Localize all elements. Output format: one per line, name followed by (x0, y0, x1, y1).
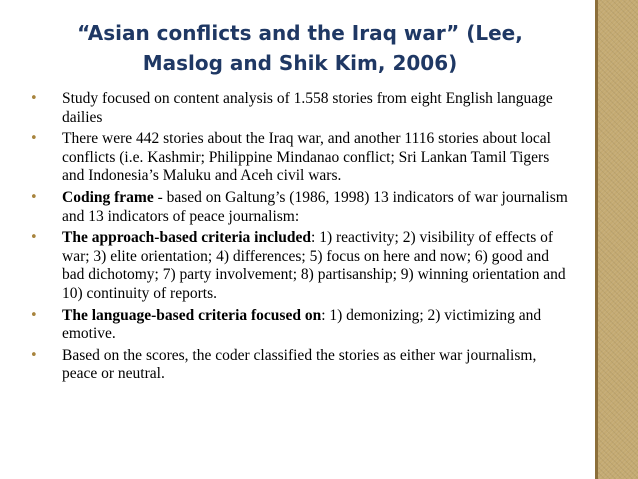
bullet-text: Based on the scores, the coder classified the stories as either war journalism, peace or neutral. (62, 346, 537, 383)
bullet-marker-icon: • (30, 91, 38, 106)
bullet-text: : 1) reactivity; 2) visibility of effects of war; 3) elite orientation; 4) differences; 5) focus on here and now; 6) good and bad dichotomy; 7) party involvement; 8) partisanship; 9) winning orientation and 10) continuity of reports. (62, 229, 566, 302)
bullet-marker-icon: • (30, 307, 38, 323)
bullet-lead: Coding frame (62, 188, 154, 206)
bullet-marker-icon: • (30, 230, 38, 246)
slide-title: “Asian conflicts and the Iraq war” (Lee, Maslog and Shik Kim, 2006) (77, 21, 523, 75)
bullet-marker-icon: • (30, 131, 38, 147)
bullet-text: Study focused on content analysis of 1.558 stories from eight English language dailies (62, 90, 553, 126)
bullet-text: - based on Galtung’s (1986, 1998) 13 indicators of war journalism and 13 indicators of peace journalism: (62, 188, 568, 225)
bullet-item (28, 130, 573, 186)
bullet-item (28, 229, 573, 303)
bullet-marker-icon: • (30, 347, 38, 363)
bullet-item (28, 189, 573, 226)
bullet-item (28, 307, 573, 344)
bullet-item (28, 90, 573, 127)
bullet-marker-icon: • (30, 189, 38, 205)
bullet-lead: The approach-based criteria included (62, 229, 312, 247)
bullet-item (28, 347, 573, 384)
bullet-lead: The language-based criteria focused on (62, 306, 322, 324)
side-decorative-bar (598, 0, 638, 479)
bullet-text: : 1) demonizing; 2) victimizing and emotive. (62, 306, 542, 343)
bullet-list (28, 90, 573, 387)
bullet-text: There were 442 stories about the Iraq war, and another 1116 stories about local conflicts (i.e. Kashmir; Philippine Mindanao conflict; Sri Lankan Tamil Tigers and Indonesia’s Maluku and Aceh civil wars. (62, 130, 551, 185)
